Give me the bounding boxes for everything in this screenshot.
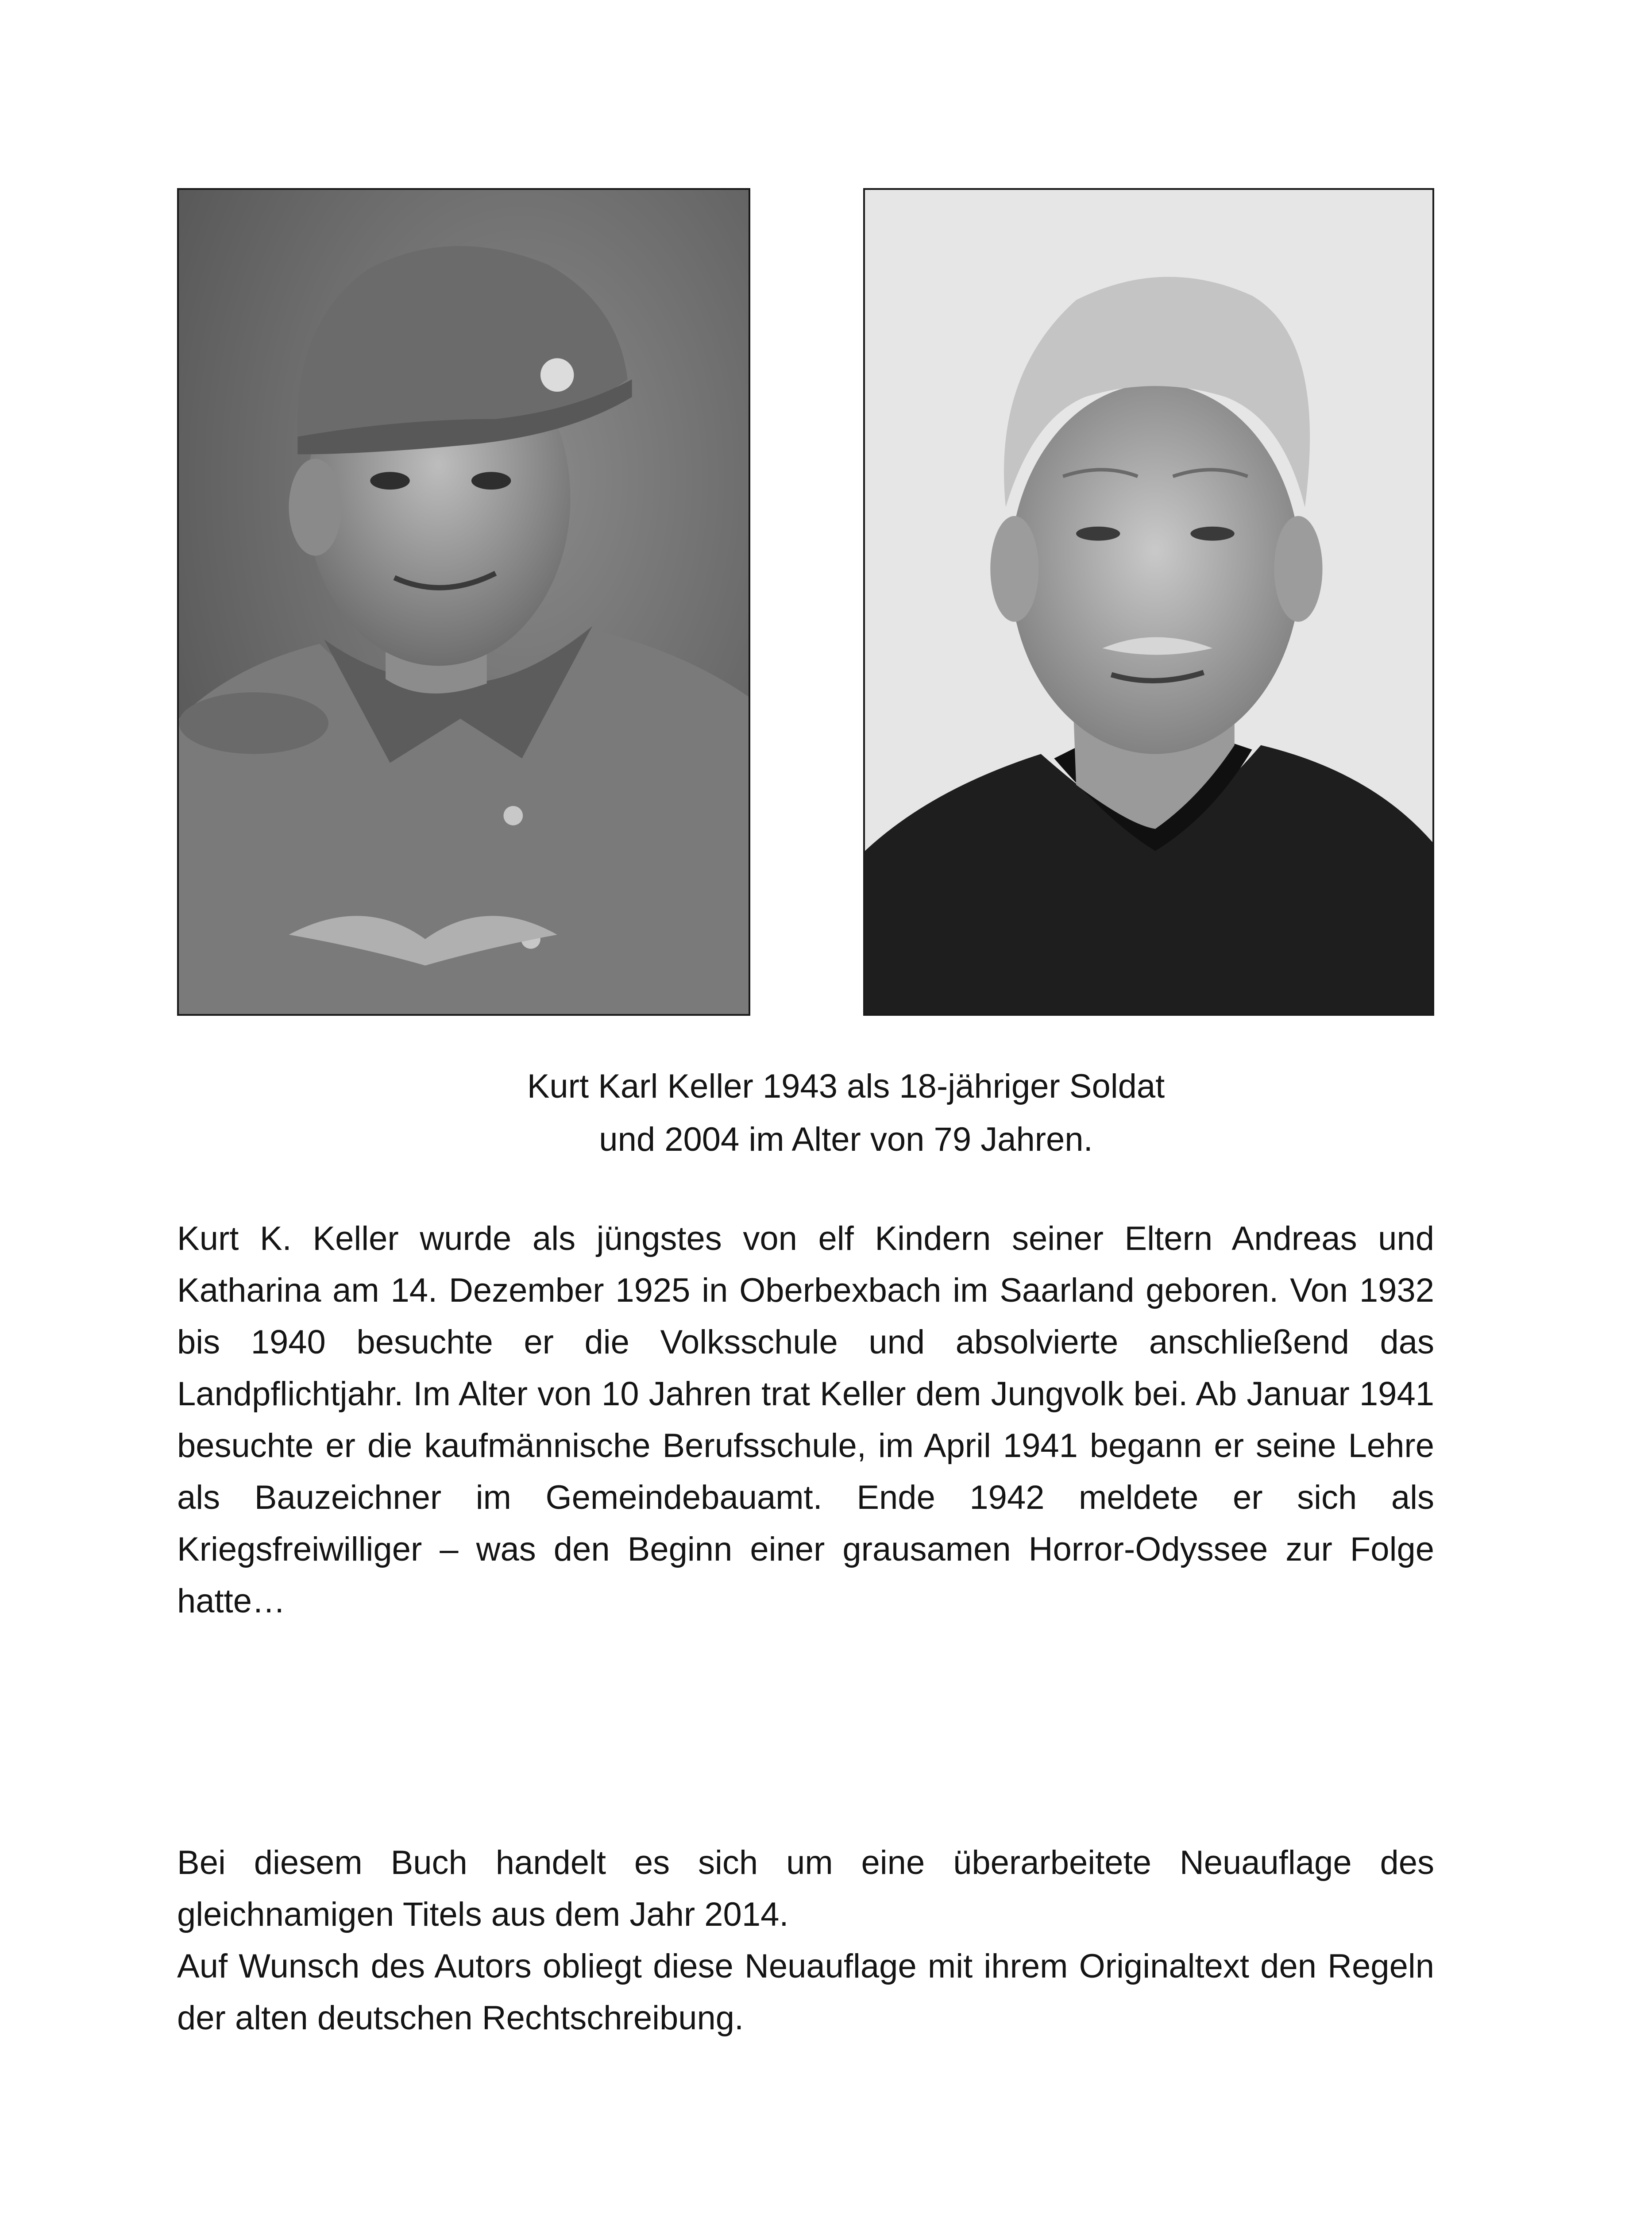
photo-young-soldier <box>177 188 750 1016</box>
edition-note-paragraph-1: Bei diesem Buch handelt es sich um eine überarbeitete Neuauflage des gleichnamigen Titels aus dem Jahr 2014. <box>177 1844 1434 1933</box>
edition-note <box>177 1837 1434 2044</box>
portrait-elderly-man-icon <box>865 190 1432 1014</box>
photo-elderly-man <box>863 188 1434 1016</box>
photo-caption <box>0 1060 1652 1166</box>
caption-line-1: Kurt Karl Keller 1943 als 18-jähriger Soldat <box>527 1068 1165 1105</box>
biography-paragraph: Kurt K. Keller wurde als jüngstes von elf Kindern seiner Eltern Andreas und Katharina am 14. Dezember 1925 in Oberbexbach im Saarland geboren. Von 1932 bis 1940 besuchte er die Volksschule und absolvierte anschließend das Landpflichtjahr. Im Alter von 10 Jahren trat Keller dem Jungvolk bei. Ab Januar 1941 besuchte er die kaufmännische Berufsschule, im April 1941 begann er seine Lehre als Bauzeichner im Gemeindebauamt. Ende 1942 meldete er sich als Kriegsfreiwilliger – was den Beginn einer grausamen Horror-Odyssee zur Folge hatte… <box>177 1220 1434 1620</box>
edition-note-paragraph-2: Auf Wunsch des Autors obliegt diese Neuauflage mit ihrem Originaltext den Regeln der alten deutschen Rechtschreibung. <box>177 1947 1434 2037</box>
caption-line-2: und 2004 im Alter von 79 Jahren. <box>599 1121 1093 1158</box>
portrait-young-soldier-icon <box>179 190 749 1014</box>
